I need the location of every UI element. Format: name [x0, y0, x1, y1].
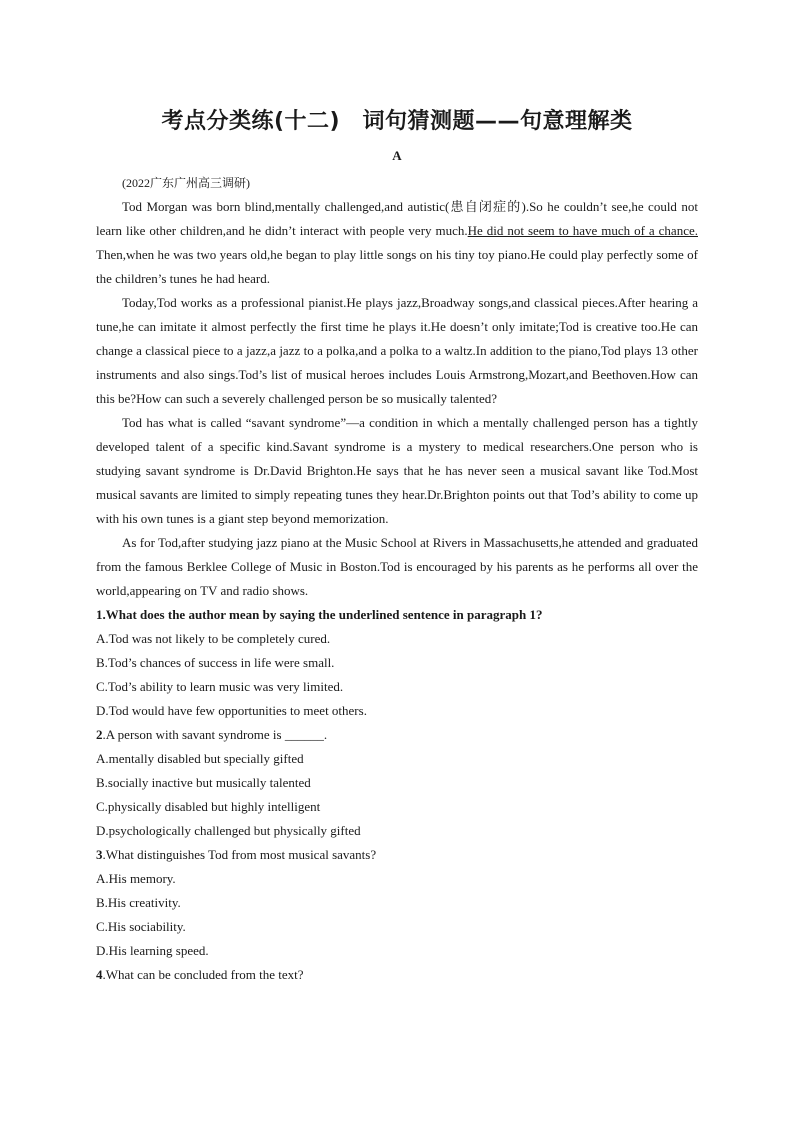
- question-stem: [96, 843, 698, 867]
- option-c: C.His sociability.: [96, 919, 186, 934]
- option-d: D.His learning speed.: [96, 943, 209, 958]
- question-1: [96, 603, 698, 723]
- question-number: 2: [96, 727, 103, 742]
- option-a: A.mentally disabled but specially gifted: [96, 751, 304, 766]
- question-number: 4: [96, 967, 103, 982]
- page-title: 考点分类练(十二) 词句猜测题——句意理解类: [161, 109, 633, 134]
- question-3: [96, 843, 698, 963]
- question-text: .What distinguishes Tod from most musical savants?: [102, 847, 377, 862]
- option-c: C.Tod’s ability to learn music was very limited.: [96, 679, 344, 694]
- underlined-sentence: He did not seem to have much of a chance.: [467, 223, 698, 238]
- option-b: B.His creativity.: [96, 895, 181, 910]
- passage-paragraph-4: As for Tod,after studying jazz piano at the Music School at Rivers in Massachusetts,he attended and graduated from the famous Berklee College of Music in Boston.Tod is encouraged by his parents as he performs all over the world,appearing on TV and radio shows.: [96, 535, 698, 598]
- passage-paragraph-1: [96, 195, 698, 291]
- question-4: [96, 963, 698, 987]
- option-c: C.physically disabled but highly intelligent: [96, 799, 321, 814]
- option-d: D.psychologically challenged but physically gifted: [96, 823, 361, 838]
- question-2: [96, 723, 698, 843]
- option-a: A.Tod was not likely to be completely cured.: [96, 631, 331, 646]
- option-a: A.His memory.: [96, 871, 176, 886]
- question-stem: [96, 963, 698, 987]
- section-letter: A: [392, 148, 402, 163]
- paragraph-1-text-b: Then,when he was two years old,he began to play little songs on his tiny toy piano.He could play perfectly some of the children’s tunes he had heard.: [96, 247, 698, 286]
- question-text: .A person with savant syndrome is ______.: [102, 727, 328, 742]
- worksheet-page: [96, 102, 698, 987]
- passage-paragraph-2: Today,Tod works as a professional pianist.He plays jazz,Broadway songs,and classical pieces.After hearing a tune,he can imitate it almost perfectly the first time he plays it.He doesn’t only imitate;Tod is creative too.He can change a classical piece to a jazz,a jazz to a polka,and a polka to a waltz.In addition to the piano,Tod plays 13 other instruments and also sings.Tod’s list of musical heroes includes Louis Armstrong,Mozart,and Beethoven.How can this be?How can such a severely challenged person be so musically talented?: [96, 295, 698, 406]
- source-note: (2022广东广州高三调研): [122, 176, 250, 190]
- question-stem: [96, 723, 698, 747]
- option-b: B.socially inactive but musically talented: [96, 775, 311, 790]
- option-b: B.Tod’s chances of success in life were small.: [96, 655, 335, 670]
- paragraph-1-text-a: Tod Morgan was born blind,mentally challenged,and autistic(患自闭症的).So he couldn’t see,he could not learn like other children,and he didn’t interact with people very much.: [96, 199, 698, 238]
- question-text: .What does the author mean by saying the underlined sentence in paragraph 1?: [102, 607, 543, 622]
- option-d: D.Tod would have few opportunities to meet others.: [96, 703, 367, 718]
- question-number: 3: [96, 847, 103, 862]
- question-number: 1: [96, 607, 103, 622]
- question-stem: [96, 603, 698, 627]
- passage-paragraph-3: Tod has what is called “savant syndrome”—a condition in which a mentally challenged person has a tightly developed talent of a specific kind.Savant syndrome is a mystery to medical researchers.One person who is studying savant syndrome is Dr.David Brighton.He says that he has never seen a musical savant like Tod.Most musical savants are limited to simply repeating tunes they hear.Dr.Brighton points out that Tod’s ability to come up with his own tunes is a giant step beyond memorization.: [96, 415, 698, 526]
- question-text: .What can be concluded from the text?: [102, 967, 304, 982]
